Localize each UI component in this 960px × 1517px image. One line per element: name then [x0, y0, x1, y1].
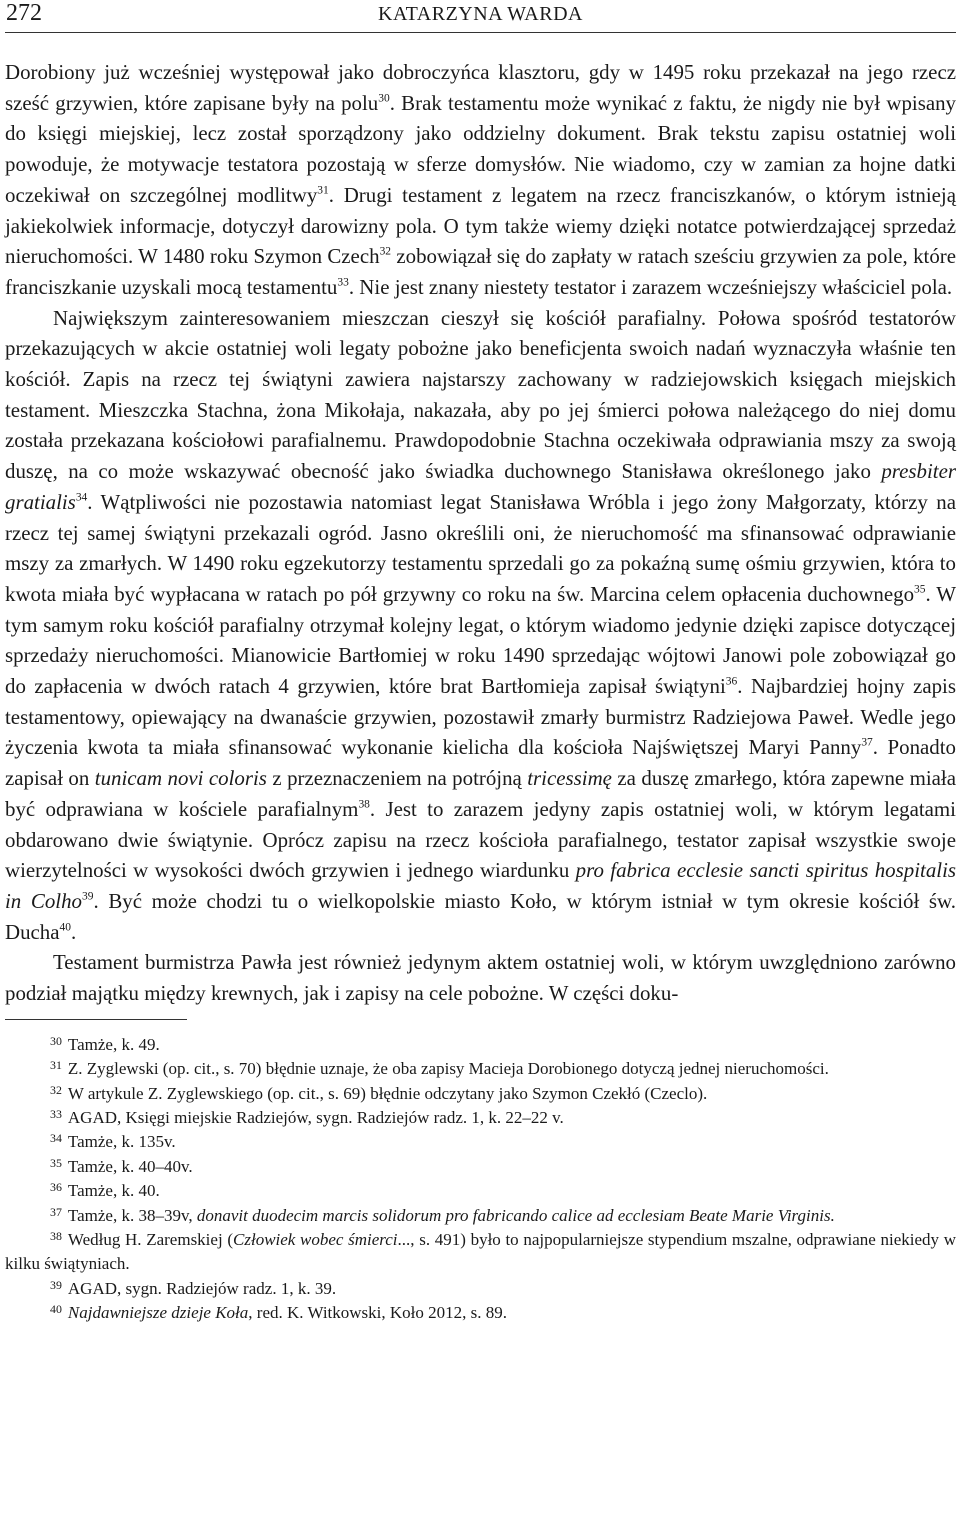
- text-run: ..., s. 491) było to najpopularniejsze stypendium mszalne, odprawiane niekiedy w kilku świątyniach.: [5, 1230, 956, 1274]
- footnote-ref[interactable]: 35: [914, 583, 926, 596]
- text-run: Tamże, k. 38–39v,: [67, 1205, 197, 1225]
- text-run: , red. K. Witkowski, Koło 2012, s. 89.: [248, 1303, 507, 1323]
- footnote: [5, 1033, 956, 1057]
- footnotes: [5, 1033, 956, 1326]
- footnote-ref[interactable]: 33: [337, 276, 349, 289]
- footnote: [5, 1204, 956, 1228]
- text-run: . Ponadto zapisał on: [5, 735, 956, 791]
- text-run: Testament burmistrza Pawła jest również jedynym aktem ostatniej woli, w którym uwzględniono zarówno podział majątku między krewnych, jak i zapisy na cele pobożne. W części doku-: [5, 950, 956, 1006]
- text-run: W artykule Z. Zyglewskiego (op. cit., s. 69) błędnie odczytany jako Szymon Czekłó (Czeclo).: [67, 1083, 708, 1103]
- footnote: [5, 1179, 956, 1203]
- body-text: [5, 57, 956, 1009]
- italic-text: presbiter gratialis: [5, 459, 956, 514]
- footnote-ref[interactable]: 36: [725, 675, 738, 688]
- text-run: Tamże, k. 135v.: [67, 1132, 176, 1152]
- footnote-ref[interactable]: 32: [379, 245, 392, 258]
- text-run: . Brak testamentu może wynikać z faktu, że nigdy nie był wpisany do księgi miejskiej, lecz został sporządzony jako oddzielny dokument. Brak tekstu zapisu ostatniej woli powoduje, że motywacje testatora pozostają w sferze domysłów. Nie wiadomo, czy w zamian za hojne datki oczekiwał on szczególnej modlitwy: [5, 90, 956, 207]
- footnote-ref[interactable]: 40: [59, 921, 72, 934]
- text-run: . Drugi testament z legatem na rzecz franciszkanów, o którym istnieją jakiekolwiek informacje, dotyczył darowizny pola. O tym także wiemy dzięki notatce potwierdzającej sprzedaż nieruchomości. W 1480 roku Szymon Czech: [5, 182, 956, 269]
- footnote: [5, 1057, 956, 1081]
- text-run: Tamże, k. 40.: [67, 1181, 160, 1201]
- footnote: [5, 1130, 956, 1154]
- italic-text: tunicam novi coloris: [94, 766, 267, 791]
- paragraph: [5, 303, 956, 948]
- footnote: [5, 1106, 956, 1130]
- text-run: Dorobiony już wcześniej występował jako dobroczyńca klasztoru, gdy w 1495 roku przekazał na jego rzecz sześć grzywien, które zapisane były na polu: [5, 60, 956, 115]
- text-run: . Najbardziej hojny zapis testamentowy, opiewający na dwanaście grzywien, pozostawił zmarły burmistrz Radziejowa Paweł. Wedle jego życzenia kwota ta miała sfinansować wykonanie kielicha dla kościoła Najświętszej Maryi Panny: [5, 674, 956, 760]
- footnote-number: 39: [50, 1277, 62, 1292]
- text-run: z przeznaczeniem na potrójną: [266, 766, 528, 791]
- footnote-ref[interactable]: 30: [378, 92, 390, 105]
- italic-text: tricessimę: [527, 766, 612, 791]
- italic-text: Człowiek wobec śmierci: [233, 1230, 398, 1250]
- text-run: AGAD, sygn. Radziejów radz. 1, k. 39.: [67, 1278, 337, 1298]
- footnote-number: 31: [50, 1058, 62, 1073]
- footnote: [5, 1277, 956, 1301]
- running-head: KATARZYNA WARDA: [378, 3, 583, 25]
- text-run: Według H. Zaremskiej (: [67, 1230, 234, 1250]
- footnote-number: 30: [50, 1033, 62, 1048]
- footnote: [5, 1228, 956, 1277]
- text-run: . Wątpliwości nie pozostawia natomiast legat Stanisława Wróbla i jego żony Małgorzaty, którzy na rzecz tej samej świątyni przekazali ogród. Jasno określili oni, że nieruchomość ma sfinansować odprawianie mszy za zmarłych. W 1490 roku egzekutorzy testamentu sprzedali go za pokaźną sumę ośmiu grzywien, która to kwota miała być wypłacana w ratach po pół grzywny co roku na św. Marcina celem opłacenia duchownego: [5, 489, 956, 606]
- italic-text: Najdawniejsze dzieje Koła: [67, 1303, 249, 1323]
- footnote-number: 38: [50, 1229, 62, 1244]
- footnote-ref[interactable]: 37: [861, 737, 873, 750]
- footnote-number: 35: [50, 1155, 62, 1170]
- footnote-number: 37: [50, 1204, 62, 1219]
- page-number: 272: [6, 0, 42, 26]
- text-run: Z. Zyglewski (op. cit., s. 70) błędnie uznaje, że oba zapisy Macieja Dorobionego dotyczą jednej nieruchomości.: [67, 1059, 829, 1079]
- footnote-number: 36: [50, 1180, 62, 1195]
- footnote-separator: [5, 1019, 187, 1020]
- footnote-ref[interactable]: 38: [358, 798, 370, 811]
- footnote: [5, 1155, 956, 1179]
- paragraph: [5, 57, 956, 303]
- text-run: . Jest to zarazem jedyny zapis ostatniej woli, w którym legatami obdarowano dwie świątynie. Oprócz zapisu na rzecz kościoła parafialnego, testator zapisał wszystkie swoje wierzytelności w wysokości dwóch grzywien i jednego wiardunku: [5, 796, 956, 883]
- footnote-number: 40: [50, 1302, 62, 1317]
- text-run: . W tym samym roku kościół parafialny otrzymał kolejny legat, o którym wiadomo jedynie dzięki zapisce dotyczącej sprzedaży nieruchomości. Mianowicie Bartłomiej w roku 1490 sprzedając wójtowi Janowi pole zobowiązał go do zapłacenia w dwóch ratach 4 grzywien, które brat Bartłomieja zapisał świątyni: [5, 581, 956, 699]
- footnote-number: 32: [50, 1082, 62, 1097]
- footnote-number: 33: [50, 1107, 62, 1122]
- text-run: za duszę zmarłego, która zapewne miała być odprawiana w kościele parafialnym: [5, 766, 957, 821]
- italic-text: pro fabrica ecclesie sancti spiritus hospitalis in Colho: [5, 858, 956, 913]
- text-run: Tamże, k. 40–40v.: [67, 1156, 193, 1176]
- footnote-number: 34: [50, 1131, 62, 1146]
- text-run: . Nie jest znany niestety testator i zarazem wcześniejszy właściciel pola.: [348, 274, 953, 299]
- text-run: zobowiązał się do zapłaty w ratach sześciu grzywien za pole, które franciszkanie uzyskali mocą testamentu: [5, 244, 956, 299]
- text-run: .: [71, 919, 77, 944]
- text-run: Największym zainteresowaniem mieszczan cieszył się kościół parafialny. Połowa spośród testatorów przekazujących w akcie ostatniej woli legaty pobożne jako beneficjenta swoich nadań wyznaczyła właśnie ten kościół. Zapis na rzecz tej świątyni zawiera najstarszy zachowany w radziejowskich księgach miejskich testament. Mieszczka Stachna, żona Mikołaja, nakazała, aby po jej śmierci połowa należącego do niej domu została przekazana kościołowi parafialnemu. Prawdopodobnie Stachna oczekiwała odprawiania mszy za swoją duszę, na co może wskazywać obecność jako świadka duchownego Stanisława określonego jako: [5, 305, 956, 484]
- footnote: [5, 1301, 956, 1325]
- page-header: [5, 0, 956, 33]
- paragraph: [5, 947, 956, 1008]
- text-run: Tamże, k. 49.: [67, 1034, 160, 1054]
- text-run: AGAD, Księgi miejskie Radziejów, sygn. Radziejów radz. 1, k. 22–22 v.: [67, 1108, 564, 1128]
- footnote-ref[interactable]: 34: [75, 491, 88, 504]
- footnote-ref[interactable]: 39: [81, 890, 94, 903]
- footnote: [5, 1082, 956, 1106]
- footnote-ref[interactable]: 31: [317, 184, 329, 197]
- italic-text: donavit duodecim marcis solidorum pro fabricando calice ad ecclesiam Beate Marie Virginis.: [196, 1205, 835, 1225]
- text-run: . Być może chodzi tu o wielkopolskie miasto Koło, w którym istniał w tym okresie kościół św. Ducha: [5, 888, 956, 944]
